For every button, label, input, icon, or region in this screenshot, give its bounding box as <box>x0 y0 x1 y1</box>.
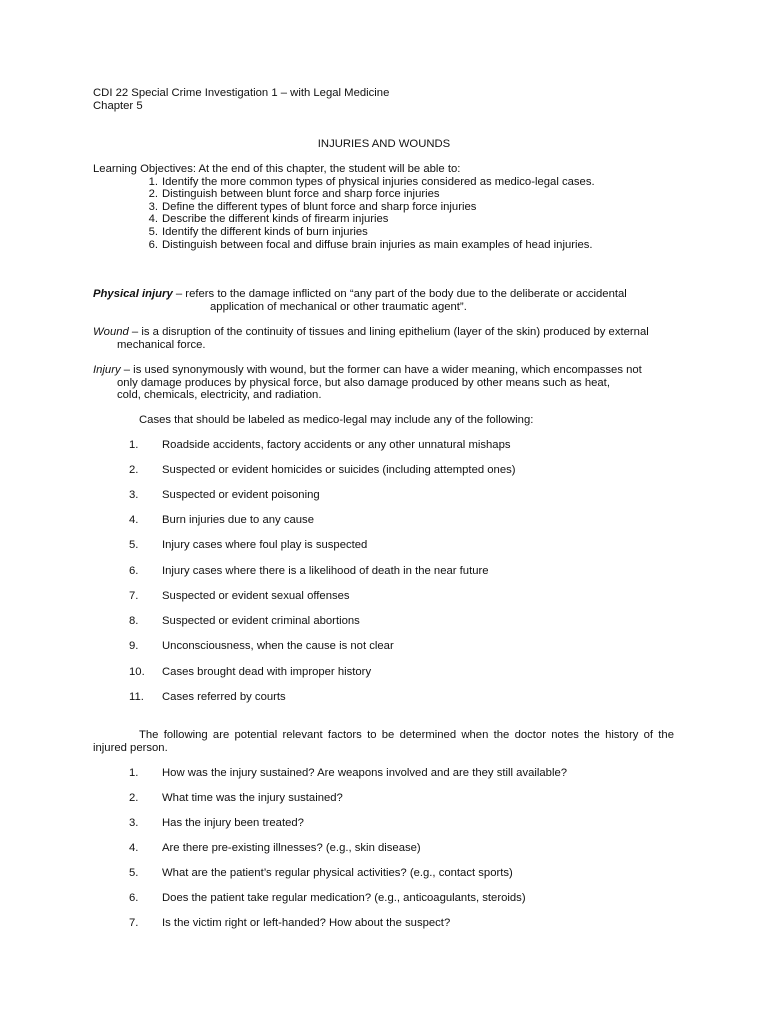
definition-injury: Injury – is used synonymously with wound, but the former can have a wider meaning, which encompasses not only damage produces by physical force, but also damage produced by other means such as heat, cold, chemicals, electricity, and radiation. <box>93 364 642 402</box>
document-page: CDI 22 Special Crime Investigation 1 – with Legal Medicine Chapter 5 INJURIES AND WOUNDS Learning Objectives: At the end of this chapter, the student will be able to: 1. Identify the more common types of physical injuries considered as medico-legal cases. 2. Distinguish between blunt force and sharp force injuries 3. Define the different types of blunt force and sharp force injuries 4. Describe the different kinds of firearm injuries 5. Identify the different kinds of burn injuries 6. Distinguish between focal and diffuse brain injuries as main examples of head injuries. Physical injury – refers to the damage inflicted on “any part of the body due to the deliberate or accidental application of mechanical or other traumatic agent”. Wound – is a disruption of the continuity of tissues and lining epithelium (layer of the skin) produced by external mechanical force. Injury – is used synonymously with wound, but the former can have a wider meaning, which encompasses not only damage produces by physical force, but also damage produced by other means such as heat, cold, chemicals, electricity, and radiation. Cases that should be labeled as medico-legal may include any of the following: 1. Roadside accidents, factory accidents or any other unnatural mishaps 2. Suspected or evident homicides or suicides (including attempted ones) 3. Suspected or evident poisoning 4. Burn injuries due to any cause 5. Injury cases where foul play is suspected 6. Injury cases where there is a likelihood of death in the near future 7. Suspected or evident sexual offenses 8. Suspected or evident criminal abortions 9. Unconsciousness, when the cause is not clear 10. Cases brought dead with improper history 11. Cases referred by courts The following are potential relevant factors to be determined when the doctor notes the history of the injured person. 1. How was the injury sustained? Are weapons involved and are they still available? 2. What time was the injury sustained? 3. Has the injury been treated? 4. Are there pre-existing illnesses? (e.g., skin disease) 5. What are the patient’s regular physical activities? (e.g., contact sports) 6. Does the patient take regular medication? (e.g., anticoagulants, steroids) 7. Is the victim right or left-handed? How about the suspect? <box>0 0 768 1024</box>
list-item: 4. Describe the different kinds of firearm injuries <box>148 213 389 226</box>
list-item: 3. Define the different types of blunt force and sharp force injuries <box>148 200 477 213</box>
list-item: 1. Identify the more common types of physical injuries considered as medico-legal cases. <box>148 175 595 188</box>
list-item: 6. Distinguish between focal and diffuse brain injuries as main examples of head injuries. <box>148 238 593 251</box>
chapter-label: Chapter 5 <box>93 99 143 112</box>
definition-wound: Wound – is a disruption of the continuity of tissues and lining epithelium (layer of the skin) produced by external mechanical force. <box>93 326 649 351</box>
medico-legal-intro: Cases that should be labeled as medico-legal may include any of the following: <box>139 414 534 426</box>
course-title: CDI 22 Special Crime Investigation 1 – with Legal Medicine <box>93 87 390 99</box>
term-injury: Injury <box>93 364 121 376</box>
list-item: 5. Identify the different kinds of burn injuries <box>148 225 368 238</box>
term-wound: Wound <box>93 326 129 338</box>
learning-objectives <box>93 163 683 251</box>
list-item: 2. Distinguish between blunt force and sharp force injuries <box>148 188 440 201</box>
objectives-list <box>93 176 683 252</box>
objectives-intro: Learning Objectives: At the end of this chapter, the student will be able to: <box>93 163 461 175</box>
document-header <box>93 87 389 112</box>
factors-intro: The following are potential relevant factors to be determined when the doctor notes the history of the injured person. <box>93 729 674 754</box>
definition-physical-injury: Physical injury – refers to the damage inflicted on “any part of the body due to the deliberate or accidental application of mechanical or other traumatic agent”. <box>93 288 627 313</box>
chapter-title: INJURIES AND WOUNDS <box>317 138 451 150</box>
term-physical-injury: Physical injury <box>93 288 173 300</box>
